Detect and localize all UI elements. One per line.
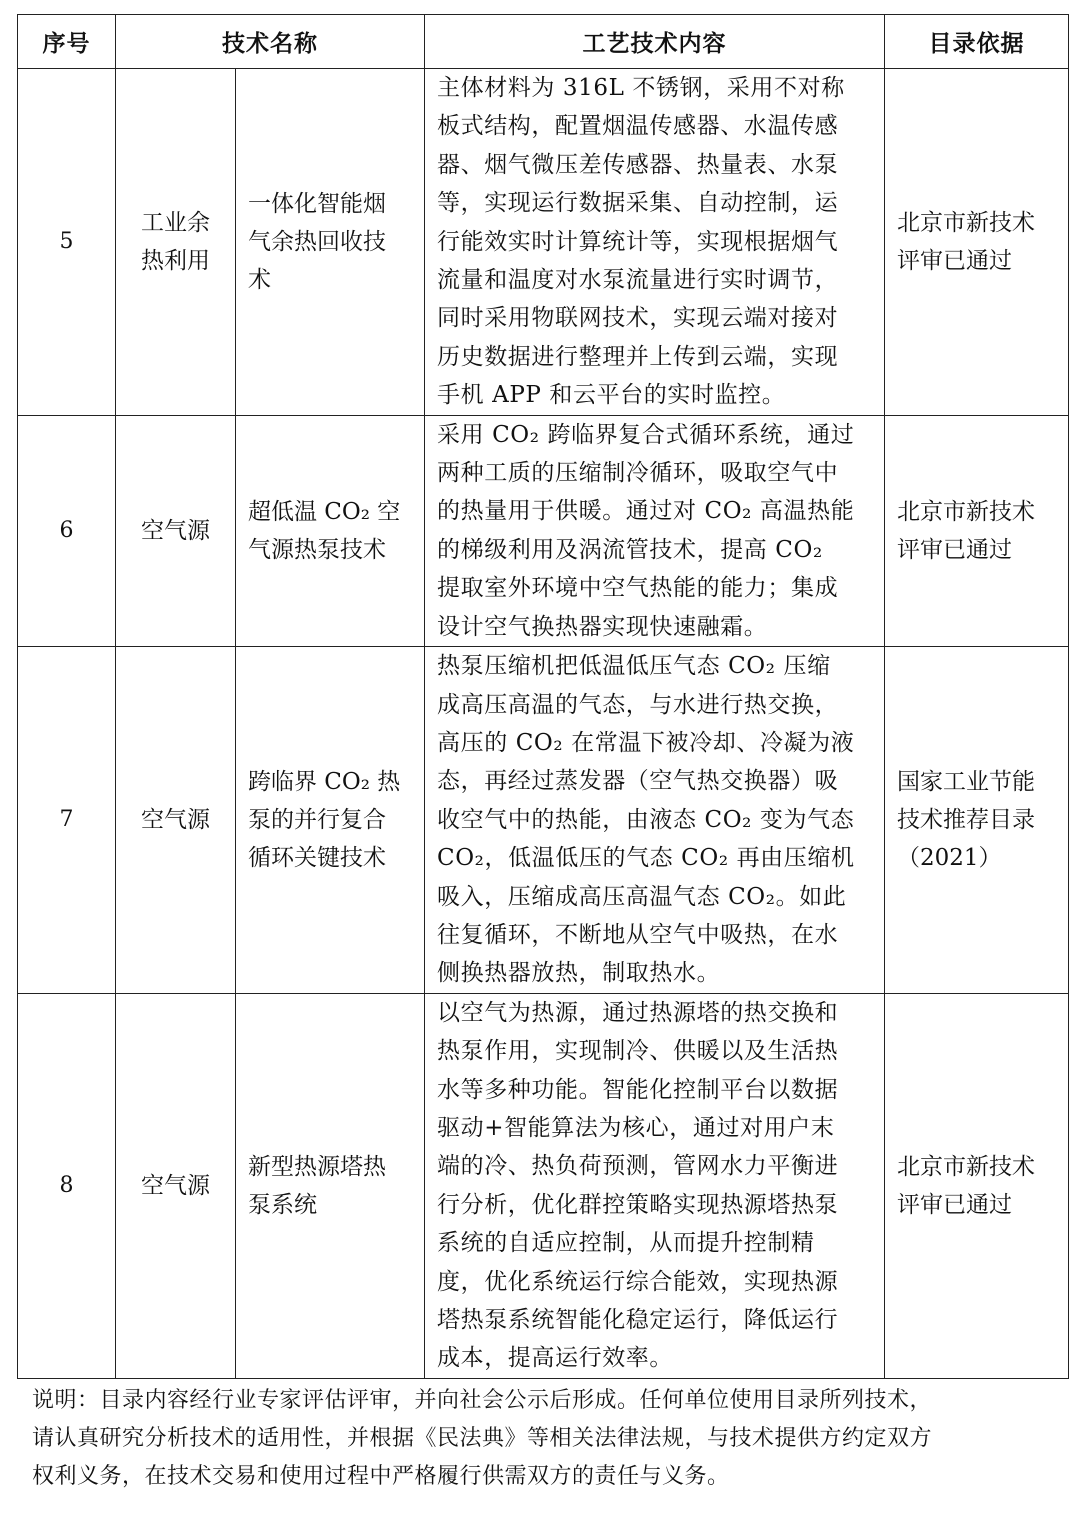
basis-line: 评审已通过 — [897, 247, 1012, 274]
category-line: 工业余 — [141, 209, 210, 236]
content-line: 驱动+智能算法为核心，通过对用户末 — [437, 1114, 835, 1141]
content-line: 度，优化系统运行综合能效，实现热源 — [437, 1268, 839, 1295]
content-line: 成高压高温的气态，与水进行热交换， — [437, 691, 839, 718]
category-line: 热利用 — [141, 247, 210, 274]
header-seq: 序号 — [18, 15, 116, 69]
content-line: 成本，提高运行效率。 — [437, 1345, 673, 1372]
content-line: 提取室外环境中空气热能的能力；集成 — [437, 575, 839, 602]
cell-category — [116, 415, 236, 646]
cell-content — [425, 69, 885, 416]
cell-basis — [885, 993, 1069, 1378]
content-line: 系统的自适应控制，从而提升控制精 — [437, 1230, 815, 1257]
cell-basis — [885, 415, 1069, 646]
content-line: 历史数据进行整理并上传到云端，实现 — [437, 343, 839, 370]
basis-line: 北京市新技术 — [897, 498, 1035, 525]
cell-seq: 6 — [18, 415, 116, 646]
content-line: 塔热泵系统智能化稳定运行，降低运行 — [437, 1307, 839, 1333]
cell-tech-name — [236, 993, 425, 1378]
category-line: 空气源 — [141, 517, 210, 544]
content-line: 主体材料为 316L 不锈钢，采用不对称 — [437, 75, 845, 101]
content-line: 端的冷、热负荷预测，管网水力平衡进 — [437, 1153, 839, 1180]
basis-line: 北京市新技术 — [897, 209, 1035, 236]
cell-category — [116, 993, 236, 1378]
footnote-line: 请认真研究分析技术的适用性，并根据《民法典》等相关法律法规，与技术提供方约定双方 — [32, 1426, 933, 1451]
footnote — [32, 1382, 1062, 1496]
table-row — [18, 993, 1069, 1378]
category-line: 空气源 — [141, 806, 210, 833]
content-line: 行能效实时计算统计等，实现根据烟气 — [437, 228, 839, 255]
content-line: 设计空气换热器实现快速融霜。 — [437, 613, 768, 640]
content-line: 侧换热器放热，制取热水。 — [437, 960, 721, 987]
cell-tech-name — [236, 647, 425, 994]
tech-name-line: 气余热回收技 — [248, 228, 386, 255]
tech-name-line: 泵系统 — [248, 1191, 317, 1218]
content-line: 的热量用于供暖。通过对 CO₂ 高温热能 — [437, 498, 855, 525]
content-line: 同时采用物联网技术，实现云端对接对 — [437, 305, 839, 332]
header-basis: 目录依据 — [885, 15, 1069, 69]
content-line: 热泵作用，实现制冷、供暖以及生活热 — [437, 1038, 839, 1065]
content-line: 热泵压缩机把低温低压气态 CO₂ 压缩 — [437, 653, 831, 680]
cell-seq: 8 — [18, 993, 116, 1378]
tech-name-line: 循环关键技术 — [248, 844, 386, 871]
content-line: 往复循环，不断地从空气中吸热，在水 — [437, 921, 839, 948]
tech-name-line: 跨临界 CO₂ 热 — [248, 768, 401, 795]
content-line: 的梯级利用及涡流管技术，提高 CO₂ — [437, 536, 823, 563]
table-header-row — [18, 15, 1069, 69]
header-content: 工艺技术内容 — [425, 15, 885, 69]
category-line: 空气源 — [141, 1172, 210, 1199]
cell-seq: 5 — [18, 69, 116, 416]
cell-basis — [885, 69, 1069, 416]
cell-tech-name — [236, 69, 425, 416]
content-line: 收空气中的热能，由液态 CO₂ 变为气态 — [437, 806, 855, 833]
cell-content — [425, 415, 885, 646]
cell-seq: 7 — [18, 647, 116, 994]
content-line: 以空气为热源，通过热源塔的热交换和 — [437, 999, 839, 1026]
basis-line: 技术推荐目录 — [897, 806, 1035, 833]
basis-line: 北京市新技术 — [897, 1153, 1035, 1180]
basis-line: （2021） — [897, 844, 1002, 871]
content-line: 态，再经过蒸发器（空气热交换器）吸 — [437, 768, 839, 795]
cell-category — [116, 69, 236, 416]
content-line: 行分析，优化群控策略实现热源塔热泵 — [437, 1191, 839, 1218]
content-line: 两种工质的压缩制冷循环，吸取空气中 — [437, 460, 839, 487]
content-line: 采用 CO₂ 跨临界复合式循环系统，通过 — [437, 421, 855, 448]
table-row — [18, 415, 1069, 646]
basis-line: 评审已通过 — [897, 536, 1012, 563]
content-line: 流量和温度对水泵流量进行实时调节， — [437, 267, 839, 294]
footnote-line: 权利义务，在技术交易和使用过程中严格履行供需双方的责任与义务。 — [32, 1464, 730, 1489]
content-line: 板式结构，配置烟温传感器、水温传感 — [437, 113, 839, 140]
header-tech-name: 技术名称 — [116, 15, 425, 69]
table-body — [18, 69, 1069, 1379]
content-line: CO₂，低温低压的气态 CO₂ 再由压缩机 — [437, 845, 855, 872]
footnote-line: 说明：目录内容经行业专家评估评审，并向社会公示后形成。任何单位使用目录所列技术， — [32, 1388, 933, 1413]
table-row — [18, 69, 1069, 416]
content-line: 吸入，压缩成高压高温气态 CO₂。如此 — [437, 883, 847, 910]
basis-line: 评审已通过 — [897, 1191, 1012, 1218]
cell-category — [116, 647, 236, 994]
cell-tech-name — [236, 415, 425, 646]
content-line: 高压的 CO₂ 在常温下被冷却、冷凝为液 — [437, 729, 855, 756]
tech-name-line: 新型热源塔热 — [248, 1153, 386, 1180]
tech-name-line: 气源热泵技术 — [248, 536, 386, 563]
cell-content — [425, 647, 885, 994]
content-line: 水等多种功能。智能化控制平台以数据 — [437, 1076, 839, 1103]
content-line: 手机 APP 和云平台的实时监控。 — [437, 382, 786, 409]
cell-content — [425, 993, 885, 1378]
tech-name-line: 超低温 CO₂ 空 — [248, 498, 401, 525]
content-line: 等，实现运行数据采集、自动控制，运 — [437, 190, 839, 217]
tech-name-line: 术 — [248, 266, 271, 293]
tech-name-line: 泵的并行复合 — [248, 806, 386, 833]
tech-name-line: 一体化智能烟 — [248, 190, 386, 217]
cell-basis — [885, 647, 1069, 994]
technology-table — [17, 14, 1069, 1379]
content-line: 器、烟气微压差传感器、热量表、水泵 — [437, 151, 839, 178]
table-row — [18, 647, 1069, 994]
basis-line: 国家工业节能 — [897, 768, 1035, 795]
